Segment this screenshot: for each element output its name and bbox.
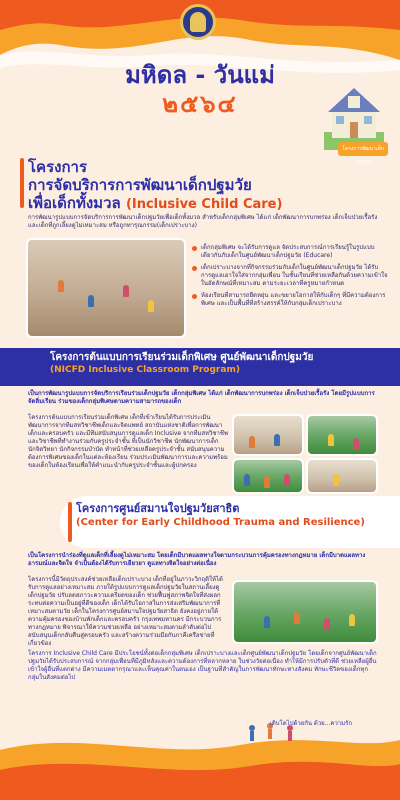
feature-list [192,244,388,312]
trauma-body-text: โครงการนี้มีวัตถุประสงค์ช่วยเหลือเด็กเปราะบาง เด็กที่อยู่ในภาวะวิกฤติให้ได้รับการดูแลอย่างเหมาะสม ภายใต้รูปแบบการดูแลเด็กปฐมวัยในสถานเลี้ยงดูเด็กปฐมวัย ปรับลดสภาวะความเครียดของเด็ก ช่วยฟื้นฟูสภาพจิตใจที่ส่งผลกระทบต่อความเป็นอยู่ที่ดีของเด็ก เด็กได้รับโอกาสในการส่งเสริมพัฒนาการที่เหมาะสมตามวัย เด็กในโครงการศูนย์สมานใจปฐมวัยสาธิต ยังคงอยู่ภายใต้ความคุ้มครองของบ้านพักเด็กและครอบครัว กรุงเทพมหานคร มีกระบวนการทางกฎหมาย พิจารณาให้ความช่วยเหลือ อย่างเหมาะสมตามลำดับต่อไป สนับสนุนเด็กกลับคืนสู่ครอบครัว และสร้างความร่วมมือกับภาคีเครือข่ายที่เกี่ยวข้อง [28,576,223,647]
closing-text: โครงการ Inclusive Child Care มีประโยชน์ทั้งต่อเด็กกลุ่มพิเศษ เด็กเปราะบางและเด็กศูนย์พัฒนาเด็กปฐมวัย โดยเด็กจากศูนย์พัฒนาเด็กปฐมวัยได้รับประสบการณ์ จากกลุ่มเพื่อนที่มีภูมิหลังและความต้องการที่หลากหลาย ในช่วงวัยต่อเนื่อง ทำให้มีการปรับตัวที่ดี ช่วยเหลือผู้อื่น เข้าใจผู้อื่นที่แตกต่าง มีความเมตตากรุณาและเห็นคุณค่าในตนเอง เป็นฐานที่สำคัญในการพัฒนาทักษะทางสังคม ทักษะชีวิตของเด็กทุกกลุ่มในสังคมต่อไป [28,650,377,681]
slogan: เติบโตไปด้วยกัน ด้วย...ความรัก [269,720,352,727]
section-marker [20,158,24,208]
playground-photo [232,458,304,494]
list-item: เด็กกลุ่มพิเศษ จะได้รับการดูแล จัดประสบการณ์การเรียนรู้ในรูปแบบเดียวกันกับเด็กในศูนย์พัฒนาเด็กปฐมวัย (Educare) [192,244,388,260]
main-section-title: โครงการ การจัดบริการการพัฒนาเด็กปฐมวัย เพื่อเด็กทั้งมวล (Inclusive Child Care) [28,158,283,212]
mahidol-logo-icon [180,4,216,40]
main-intro-text: การพัฒนารูปแบบการจัดบริการการพัฒนาเด็กปฐมวัยเพื่อเด็กทั้งมวล สำหรับเด็กกลุ่มพิเศษ ได้แก่ เด็กพัฒนาการบกพร่อง เด็กเจ็บป่วยเรื้อรัง และเด็กที่ถูกเลี้ยงดูไม่เหมาะสม หรือถูกทารุณกรรม(เด็กเปราะบาง) [28,214,378,229]
list-item: เด็กเปราะบางจากที่กิจกรรมร่วมกับเด็กในศูนย์พัฒนาเด็กปฐมวัย ได้รับการดูแลเอาใจใส่จากกลุ่มเพื่อน ในชั้นเรียนที่ช่วยเหลือกันด้วยความเข้าใจ ในอัตลักษณ์ที่เหมาะสม ตามระยะเวลาที่ครูหมายกำหนด [192,264,388,288]
group-photo [306,458,378,494]
classroom-photo [26,238,186,338]
list-item: ห้องเรียนที่สามารถยืดหยุ่น และขยายโอกาสให้กับเด็กๆ ที่มีความต้องการพิเศษ และเป็นพื้นที่ที่สร้างสรรค์ให้กับกลุ่มเด็กเปราะบาง [192,292,388,308]
program-badge: โครงการพัฒนาเด็ก NICFD [338,142,388,156]
classroom-body-text: โครงการต้นแบบการเรียนร่วมเด็กพิเศษ เด็กที่เข้าเรียนได้รับการประเมินพัฒนาการจากทีมสหวิชาชีพเด็กและจิตแพทย์ สถาบันแห่งชาติเพื่อการพัฒนาเด็กและครอบครัว และมีทีมสนับสนุนการดูแลเด็ก Inclusive จากทีมสหวิชาชีพ และวิชาชีพที่ทำงานร่วมกับครูประจำชั้น ที่เป็นนักวิชาชีพ นักพัฒนาการเด็ก นักจิตวิทยา นักกิจกรรมบำบัด ทำหน้าที่ช่วยเหลือครูประจำชั้น สนับสนุนความต้องการพิเศษของเด็กในแต่ละห้องเรียน ร่วมประเมินพัฒนาการและความพร้อมของเด็กในห้องเรียนเพื่อให้คำแนะนำกับครูประจำชั้นและผู้ปกครอง [28,414,228,469]
classroom-lead-text: เป็นการพัฒนารูปแบบการจัดบริการเรียนร่วมเด็กปฐมวัย เด็กกลุ่มพิเศษ ได้แก่ เด็กพัฒนาการบกพร่อง เด็กเจ็บป่วยเรื้อรัง โดยมีรูปแบบการจัดลิ่มเรียน ร่วมของเด็กกลุ่มพิเศษตามความสามารถของเด็ก [28,390,375,405]
garden-photo [306,414,378,456]
page-title: มหิดล - วันแม่ [125,61,275,89]
trauma-lead-text: เป็นโครงการนำร่องที่ดูแลเด็กที่เลี้ยงดูไม่เหมาะสม โดยเด็กมีบาดแผลทางใจตามกระบวนการคุ้มครองทางกฎหมาย เด็กมีบาดแผลทางอารมณ์และจิตใจ จำเป็นต้องได้รับการเยียวยา ดูแลทางจิตใจอย่างต่อเนื่อง [28,552,366,567]
bottom-wave [0,690,400,800]
year-title: ๒๕๖๔ [162,90,238,118]
classroom-program-title: โครงการต้นแบบการเรียนร่วมเด็กพิเศษ ศูนย์พัฒนาเด็กปฐมวัย (NICFD Inclusive Classroom Program) [50,352,314,375]
activity-photo [232,414,304,456]
section-marker [68,502,72,542]
trauma-center-title: โครงการศูนย์สมานใจปฐมวัยสาธิต (Center for Early Childhood Trauma and Resilience) [76,502,365,528]
outdoor-photo [232,580,378,644]
